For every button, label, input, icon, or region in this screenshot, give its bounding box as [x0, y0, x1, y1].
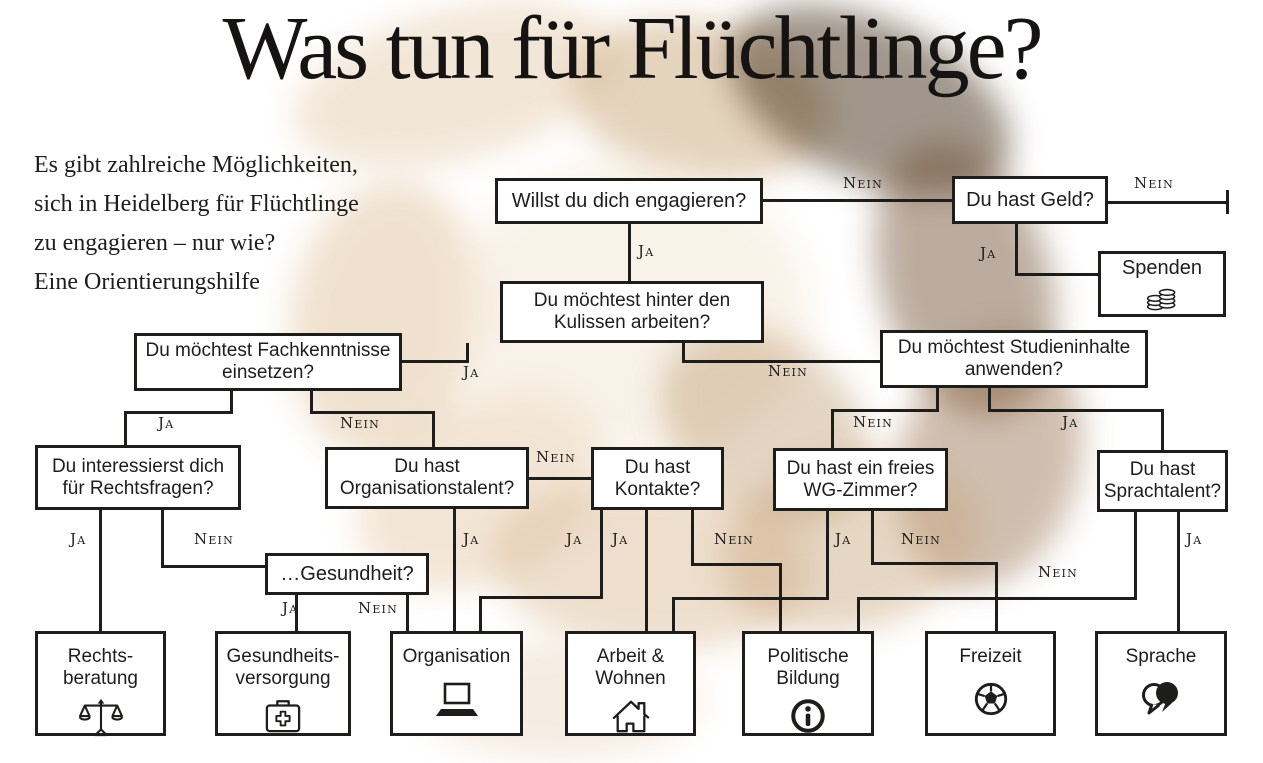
node-label: anwenden? — [964, 359, 1064, 380]
node-gesundheitsversorgung — [215, 631, 351, 736]
terminal-tick — [1226, 190, 1229, 214]
laptop-icon — [433, 682, 481, 718]
edge-segment — [1177, 512, 1180, 633]
answer-tag-ja: Ja — [835, 530, 852, 548]
answer-tag-nein: Nein — [340, 414, 380, 432]
edge-segment — [161, 565, 267, 568]
node-studieninhalte — [880, 330, 1148, 388]
node-kulissen — [500, 281, 764, 343]
node-label: Bildung — [776, 667, 840, 689]
edge-segment — [402, 360, 468, 363]
node-label: einsetzen? — [222, 362, 314, 383]
node-politischebildung — [742, 631, 874, 736]
soccer-icon — [972, 680, 1010, 718]
coins-icon — [1143, 284, 1181, 311]
edge-segment — [691, 563, 782, 566]
answer-tag-nein: Nein — [853, 413, 893, 431]
answer-tag-nein: Nein — [843, 174, 883, 192]
edge-segment — [161, 510, 164, 568]
node-label: Wohnen — [595, 667, 666, 689]
edge-segment — [672, 597, 675, 633]
edge-segment — [99, 510, 102, 633]
intro-line: Eine Orientierungshilfe — [34, 269, 260, 295]
edge-segment — [691, 510, 694, 566]
node-wgzimmer — [773, 448, 948, 511]
edge-segment — [124, 411, 127, 447]
node-gesundheit — [265, 553, 429, 595]
info-icon — [789, 697, 827, 735]
edge-segment — [453, 508, 456, 633]
node-fachkenntnisse — [134, 333, 402, 391]
answer-tag-nein: Nein — [358, 599, 398, 617]
node-label: Du hast — [624, 456, 691, 478]
edge-segment — [826, 510, 829, 600]
edge-segment — [406, 595, 409, 633]
answer-tag-ja: Ja — [612, 530, 629, 548]
edge-segment — [988, 409, 1164, 412]
node-label: Du möchtest hinter den — [533, 290, 731, 312]
node-label: Du möchtest Fachkenntnisse — [145, 340, 391, 362]
node-sprachtalent — [1097, 450, 1228, 512]
answer-tag-nein: Nein — [768, 362, 808, 380]
intro-text — [34, 146, 359, 302]
node-label: beratung — [62, 667, 138, 689]
node-label: Du hast — [394, 456, 460, 478]
edge-segment — [1134, 512, 1137, 600]
house-icon — [608, 697, 654, 735]
edge-segment — [1107, 201, 1228, 204]
answer-tag-ja: Ja — [1062, 413, 1079, 431]
node-label: Rechts- — [67, 646, 134, 667]
edge-segment — [528, 477, 591, 480]
answer-tag-nein: Nein — [536, 448, 576, 466]
node-label: Kulissen arbeiten? — [553, 312, 711, 333]
node-label: Kontakte? — [614, 478, 701, 500]
node-label: Organisationstalent? — [339, 478, 515, 499]
answer-tag-ja: Ja — [463, 363, 480, 381]
edge-segment — [857, 597, 860, 633]
edge-segment — [600, 510, 603, 599]
node-label: Arbeit & — [596, 646, 665, 667]
edge-segment — [628, 223, 631, 281]
node-engagieren — [495, 178, 763, 224]
node-label: Organisation — [402, 646, 511, 667]
edge-segment — [763, 199, 952, 202]
node-label: Du hast ein freies — [786, 457, 935, 479]
node-label: Du interessierst dich — [51, 455, 225, 477]
node-geld — [952, 176, 1108, 224]
node-label: Du möchtest Studieninhalte — [897, 337, 1131, 359]
answer-tag-nein: Nein — [1038, 563, 1078, 581]
node-label: Politische — [767, 646, 849, 667]
edge-segment — [857, 597, 1137, 600]
edge-segment — [871, 562, 997, 565]
answer-tag-ja: Ja — [980, 244, 997, 262]
page-title: Was tun für Flüchtlinge? — [222, 0, 1041, 98]
node-kontakte — [591, 447, 724, 510]
intro-line: Es gibt zahlreiche Möglichkeiten, — [34, 152, 358, 178]
edge-segment — [1015, 224, 1018, 276]
answer-tag-ja: Ja — [638, 242, 655, 260]
node-label: Sprachtalent? — [1103, 481, 1222, 502]
answer-tag-ja: Ja — [70, 530, 87, 548]
node-organisation — [390, 631, 523, 736]
edge-segment — [124, 411, 233, 414]
answer-tag-ja: Ja — [158, 414, 175, 432]
node-sprache — [1095, 631, 1227, 736]
intro-line: sich in Heidelberg für Flüchtlinge — [34, 191, 359, 217]
edge-segment — [479, 596, 603, 599]
node-label: Freizeit — [959, 646, 1022, 667]
node-label: …Gesundheit? — [280, 562, 414, 585]
answer-tag-nein: Nein — [1134, 174, 1174, 192]
node-freizeit — [925, 631, 1056, 736]
answer-tag-ja: Ja — [463, 530, 480, 548]
node-organisationstalent — [325, 447, 529, 509]
node-label: Willst du dich engagieren? — [511, 189, 747, 212]
edge-segment — [432, 411, 435, 449]
node-rechtsberatung — [35, 631, 166, 736]
node-label: Du hast Geld? — [966, 188, 1094, 211]
node-label: für Rechtsfragen? — [62, 477, 214, 499]
first-aid-icon — [262, 697, 304, 733]
answer-tag-nein: Nein — [194, 530, 234, 548]
edge-segment — [831, 409, 939, 412]
node-arbeitwohnen — [565, 631, 696, 736]
edge-segment — [831, 409, 834, 450]
edge-segment — [645, 510, 648, 633]
intro-line: zu engagieren – nur wie? — [34, 230, 276, 256]
node-label: Du hast — [1129, 459, 1196, 481]
edge-segment — [479, 596, 482, 633]
node-label: versorgung — [235, 667, 331, 689]
node-label: Sprache — [1125, 646, 1197, 667]
node-label: Spenden — [1121, 257, 1203, 280]
node-spenden — [1098, 251, 1226, 317]
answer-tag-ja: Ja — [566, 530, 583, 548]
answer-tag-nein: Nein — [901, 530, 941, 548]
answer-tag-nein: Nein — [714, 530, 754, 548]
edge-segment — [871, 510, 874, 565]
node-label: WG-Zimmer? — [803, 479, 918, 501]
node-rechtsfragen — [35, 445, 241, 510]
edge-segment — [1015, 273, 1098, 276]
node-label: Gesundheits- — [226, 646, 340, 667]
scales-icon — [76, 697, 126, 737]
answer-tag-ja: Ja — [1186, 530, 1203, 548]
speech-bubbles-icon — [1140, 678, 1182, 716]
answer-tag-ja: Ja — [282, 599, 299, 617]
edge-segment — [672, 597, 829, 600]
edge-segment — [1161, 409, 1164, 452]
